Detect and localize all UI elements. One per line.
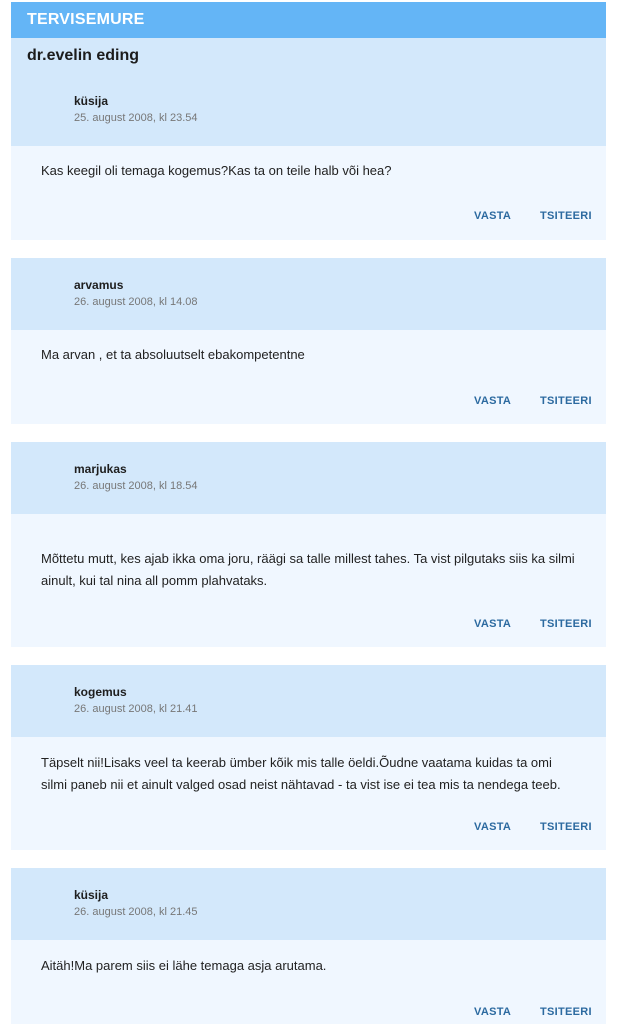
post-date: 26. august 2008, kl 21.41 [74, 703, 198, 715]
post-date: 26. august 2008, kl 14.08 [74, 296, 198, 308]
thread-title: dr.evelin eding [27, 47, 140, 64]
reply-button[interactable]: VASTA [474, 1006, 512, 1018]
quote-button[interactable]: TSITEERI [540, 1006, 592, 1018]
reply-button[interactable]: VASTA [474, 210, 512, 222]
post-header [11, 258, 606, 330]
post-header [11, 665, 606, 737]
post-body [11, 514, 606, 647]
post-text: Ma arvan , et ta absoluutselt ebakompetentne [41, 347, 305, 362]
post-body [11, 330, 606, 424]
quote-button[interactable]: TSITEERI [540, 618, 592, 630]
post-header [11, 442, 606, 514]
post-author: küsija [74, 94, 109, 108]
post-body [11, 737, 606, 850]
post-body [11, 146, 606, 240]
post-text: Aitäh!Ma parem siis ei lähe temaga asja arutama. [41, 958, 327, 973]
post-text: Kas keegil oli temaga kogemus?Kas ta on teile halb või hea? [41, 163, 392, 178]
post-text: Täpselt nii!Lisaks veel ta keerab ümber kõik mis talle öeldi.Õudne vaatama kuidas ta omi silmi paneb nii et ainult valged osad neist nähtavad - ta vist ise ei tea mis ta nendega teeb. [41, 755, 561, 792]
post [11, 258, 606, 424]
post [11, 665, 606, 850]
reply-button[interactable]: VASTA [474, 618, 512, 630]
post [11, 868, 606, 1024]
post-date: 26. august 2008, kl 18.54 [74, 480, 198, 492]
reply-button[interactable]: VASTA [474, 395, 512, 407]
post-body [11, 940, 606, 1024]
post-text: Mõttetu mutt, kes ajab ikka oma joru, räägi sa talle millest tahes. Ta vist pilgutaks siis ka silmi ainult, kui tal nina all pomm plahvataks. [41, 551, 575, 588]
post-header [11, 868, 606, 940]
quote-button[interactable]: TSITEERI [540, 821, 592, 833]
post-author: arvamus [74, 278, 124, 292]
post-author: marjukas [74, 462, 127, 476]
quote-button[interactable]: TSITEERI [540, 395, 592, 407]
post-author: kogemus [74, 685, 127, 699]
post [11, 38, 606, 240]
post-date: 25. august 2008, kl 23.54 [74, 112, 198, 124]
forum-header[interactable]: TERVISEMURE [11, 2, 606, 38]
quote-button[interactable]: TSITEERI [540, 210, 592, 222]
reply-button[interactable]: VASTA [474, 821, 512, 833]
post-author: küsija [74, 888, 109, 902]
post-header [11, 38, 606, 146]
post [11, 442, 606, 647]
post-date: 26. august 2008, kl 21.45 [74, 906, 198, 918]
